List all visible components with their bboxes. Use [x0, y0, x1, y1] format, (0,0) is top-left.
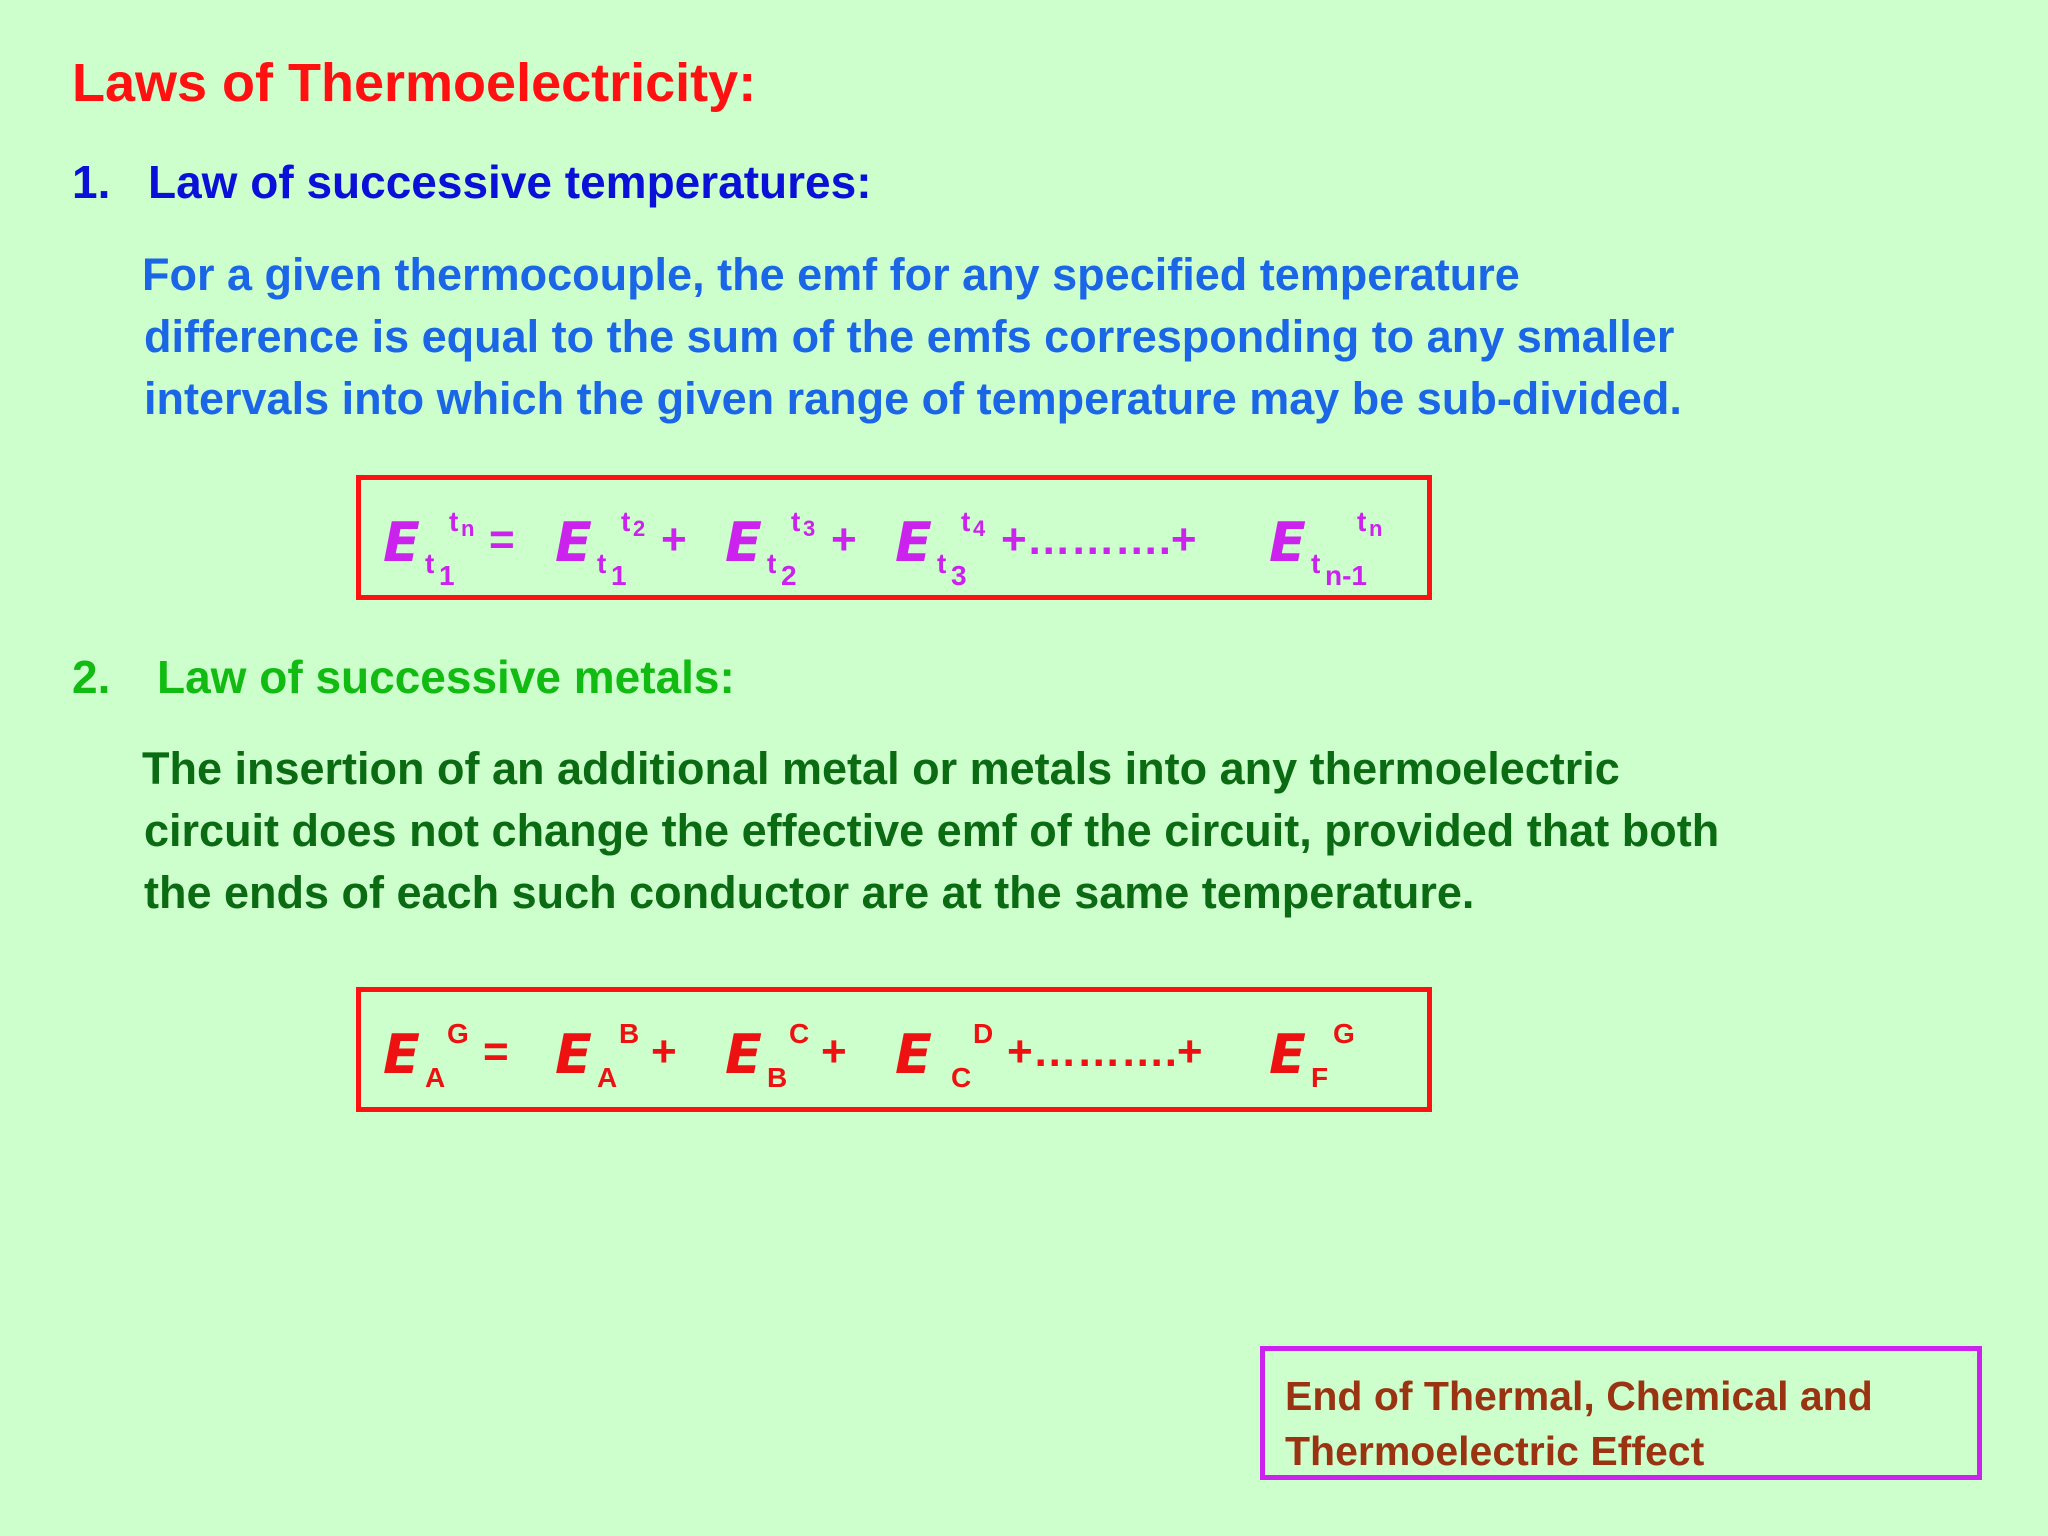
superscript-index: 4	[973, 516, 986, 541]
subscript-t: t	[767, 548, 777, 579]
superscript-index: 2	[633, 516, 646, 541]
superscript-t: t	[791, 506, 801, 537]
slide-title: Laws of Thermoelectricity:	[72, 53, 757, 113]
plus-sign: +	[661, 515, 687, 564]
subscript-index: n-1	[1325, 560, 1367, 591]
subscript-metal: A	[597, 1062, 618, 1093]
law2-line-3: the ends of each such conductor are at the same temperature.	[144, 867, 1475, 918]
law2-statement	[144, 738, 1719, 924]
end-note-line-2: Thermoelectric Effect	[1285, 1428, 1705, 1474]
law1-line-1: For a given thermocouple, the emf for any specified temperature	[142, 249, 1520, 300]
law1-statement	[144, 244, 1682, 430]
superscript-t: t	[449, 506, 459, 537]
subscript-index: 1	[439, 560, 455, 591]
subscript-index: 2	[781, 560, 797, 591]
law1-line-2: difference is equal to the sum of the emfs corresponding to any smaller	[144, 311, 1675, 362]
emf-symbol: E	[725, 511, 762, 574]
law2-formula-box	[356, 987, 1432, 1112]
superscript-metal: D	[973, 1018, 994, 1049]
ellipsis-sum: +……….+	[1007, 1027, 1203, 1076]
superscript-metal: G	[447, 1018, 469, 1049]
emf-symbol: E	[895, 511, 932, 574]
law2-heading: Law of successive metals:	[157, 651, 735, 703]
superscript-t: t	[1357, 506, 1367, 537]
superscript-index: 3	[803, 516, 816, 541]
law1-heading: Law of successive temperatures:	[148, 156, 872, 208]
plus-sign: +	[821, 1027, 847, 1076]
superscript-metal: G	[1333, 1018, 1355, 1049]
emf-symbol: E	[383, 1023, 420, 1086]
superscript-metal: B	[619, 1018, 640, 1049]
subscript-index: 1	[611, 560, 627, 591]
ellipsis-sum: +……….+	[1001, 515, 1197, 564]
superscript-index: n	[461, 516, 475, 541]
subscript-t: t	[597, 548, 607, 579]
emf-symbol: E	[895, 1023, 932, 1086]
emf-symbol: E	[383, 511, 420, 574]
superscript-t: t	[621, 506, 631, 537]
plus-sign: +	[831, 515, 857, 564]
subscript-metal: A	[425, 1062, 446, 1093]
law2-line-1: The insertion of an additional metal or metals into any thermoelectric	[142, 743, 1620, 794]
subscript-metal: B	[767, 1062, 788, 1093]
law1-number: 1.	[72, 156, 111, 208]
emf-symbol: E	[1269, 1023, 1306, 1086]
subscript-metal: F	[1311, 1062, 1329, 1093]
emf-symbol: E	[725, 1023, 762, 1086]
law1-line-3: intervals into which the given range of temperature may be sub-divided.	[144, 373, 1682, 424]
superscript-metal: C	[789, 1018, 810, 1049]
plus-sign: +	[651, 1027, 677, 1076]
superscript-t: t	[961, 506, 971, 537]
end-note-box	[1260, 1346, 1982, 1480]
end-note-line-1: End of Thermal, Chemical and	[1285, 1373, 1873, 1419]
subscript-metal: C	[951, 1062, 972, 1093]
equals-sign: =	[483, 1027, 509, 1076]
subscript-t: t	[425, 548, 435, 579]
law2-line-2: circuit does not change the effective emf of the circuit, provided that both	[144, 805, 1720, 856]
subscript-index: 3	[951, 560, 967, 591]
subscript-t: t	[1311, 548, 1321, 579]
law2-number: 2.	[72, 651, 111, 703]
emf-symbol: E	[1269, 511, 1306, 574]
emf-symbol: E	[555, 511, 592, 574]
emf-symbol: E	[555, 1023, 592, 1086]
superscript-index: n	[1369, 516, 1383, 541]
equals-sign: =	[489, 515, 515, 564]
subscript-t: t	[937, 548, 947, 579]
law1-formula-box	[356, 475, 1432, 600]
